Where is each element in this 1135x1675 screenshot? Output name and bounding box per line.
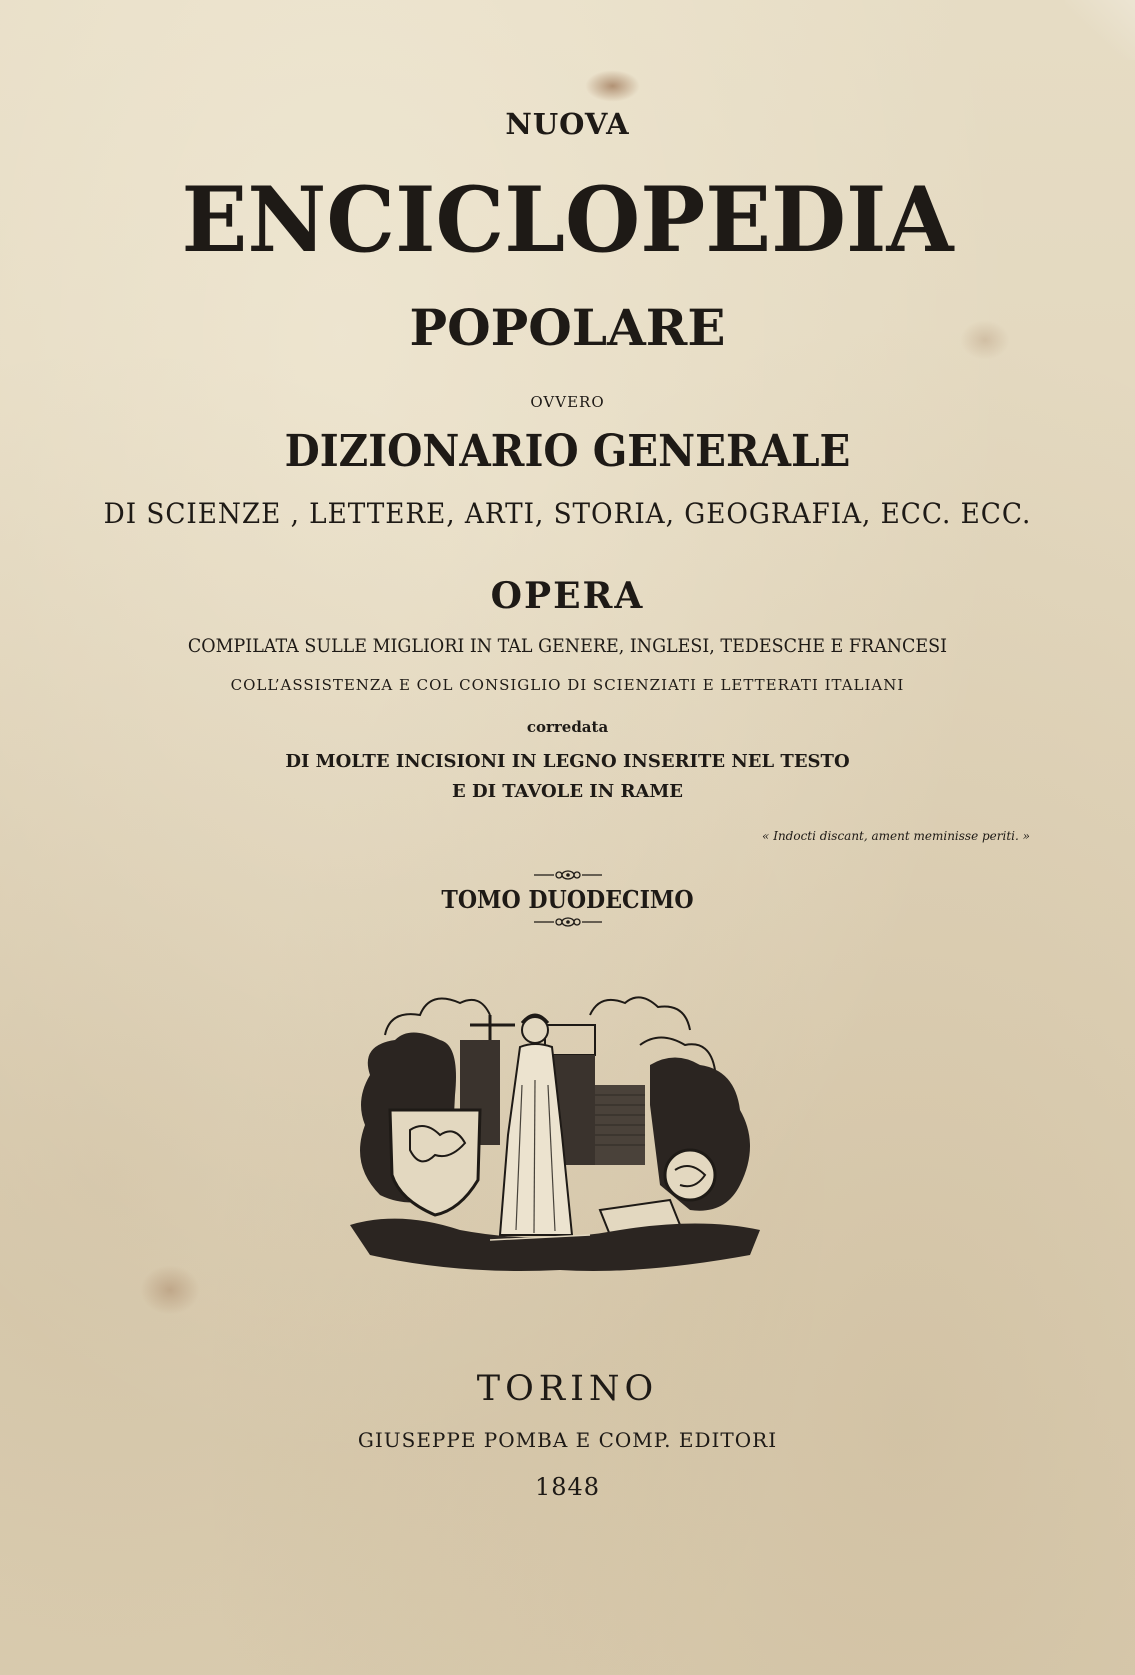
- title-enciclopedia: ENCICLOPEDIA: [181, 167, 954, 273]
- compilation-line: COMPILATA SULLE MIGLIORI IN TAL GENERE, INGLESI, TEDESCHE E FRANCESI: [187, 635, 948, 657]
- title-popolare: POPOLARE: [409, 298, 726, 357]
- subtitle-dizionario: DIZIONARIO GENERALE: [284, 426, 851, 477]
- page-corner-fold: [1065, 0, 1135, 60]
- subjects-line: DI SCIENZE , LETTERE, ARTI, STORIA, GEOGRAFIA, ECC. ECC.: [103, 497, 1032, 530]
- foxing-spot: [140, 1265, 200, 1315]
- connector-ovvero: OVVERO: [530, 393, 605, 411]
- engravings-line: DI MOLTE INCISIONI IN LEGNO INSERITE NEL TESTO: [285, 751, 850, 772]
- title-nuova: NUOVA: [505, 107, 630, 141]
- ornament-divider-icon: [532, 868, 604, 882]
- rust-stain: [585, 70, 640, 102]
- ornament-divider-icon: [532, 915, 604, 929]
- imprint-year: 1848: [534, 1473, 601, 1501]
- imprint-city: TORINO: [476, 1369, 659, 1409]
- heading-opera: OPERA: [490, 575, 645, 617]
- copper-plates-line: E DI TAVOLE IN RAME: [451, 781, 684, 802]
- volume-number: TOMO DUODECIMO: [441, 885, 694, 914]
- allegorical-engraving-vignette: [340, 985, 780, 1285]
- epigraph-motto: « Indocti discant, ament meminisse periti. »: [762, 829, 1030, 843]
- assistance-line: COLL’ASSISTENZA E COL CONSIGLIO DI SCIENZIATI E LETTERATI ITALIANI: [230, 676, 905, 694]
- corredata-line: corredata: [526, 718, 609, 736]
- imprint-publisher: GIUSEPPE POMBA E COMP. EDITORI: [357, 1428, 778, 1452]
